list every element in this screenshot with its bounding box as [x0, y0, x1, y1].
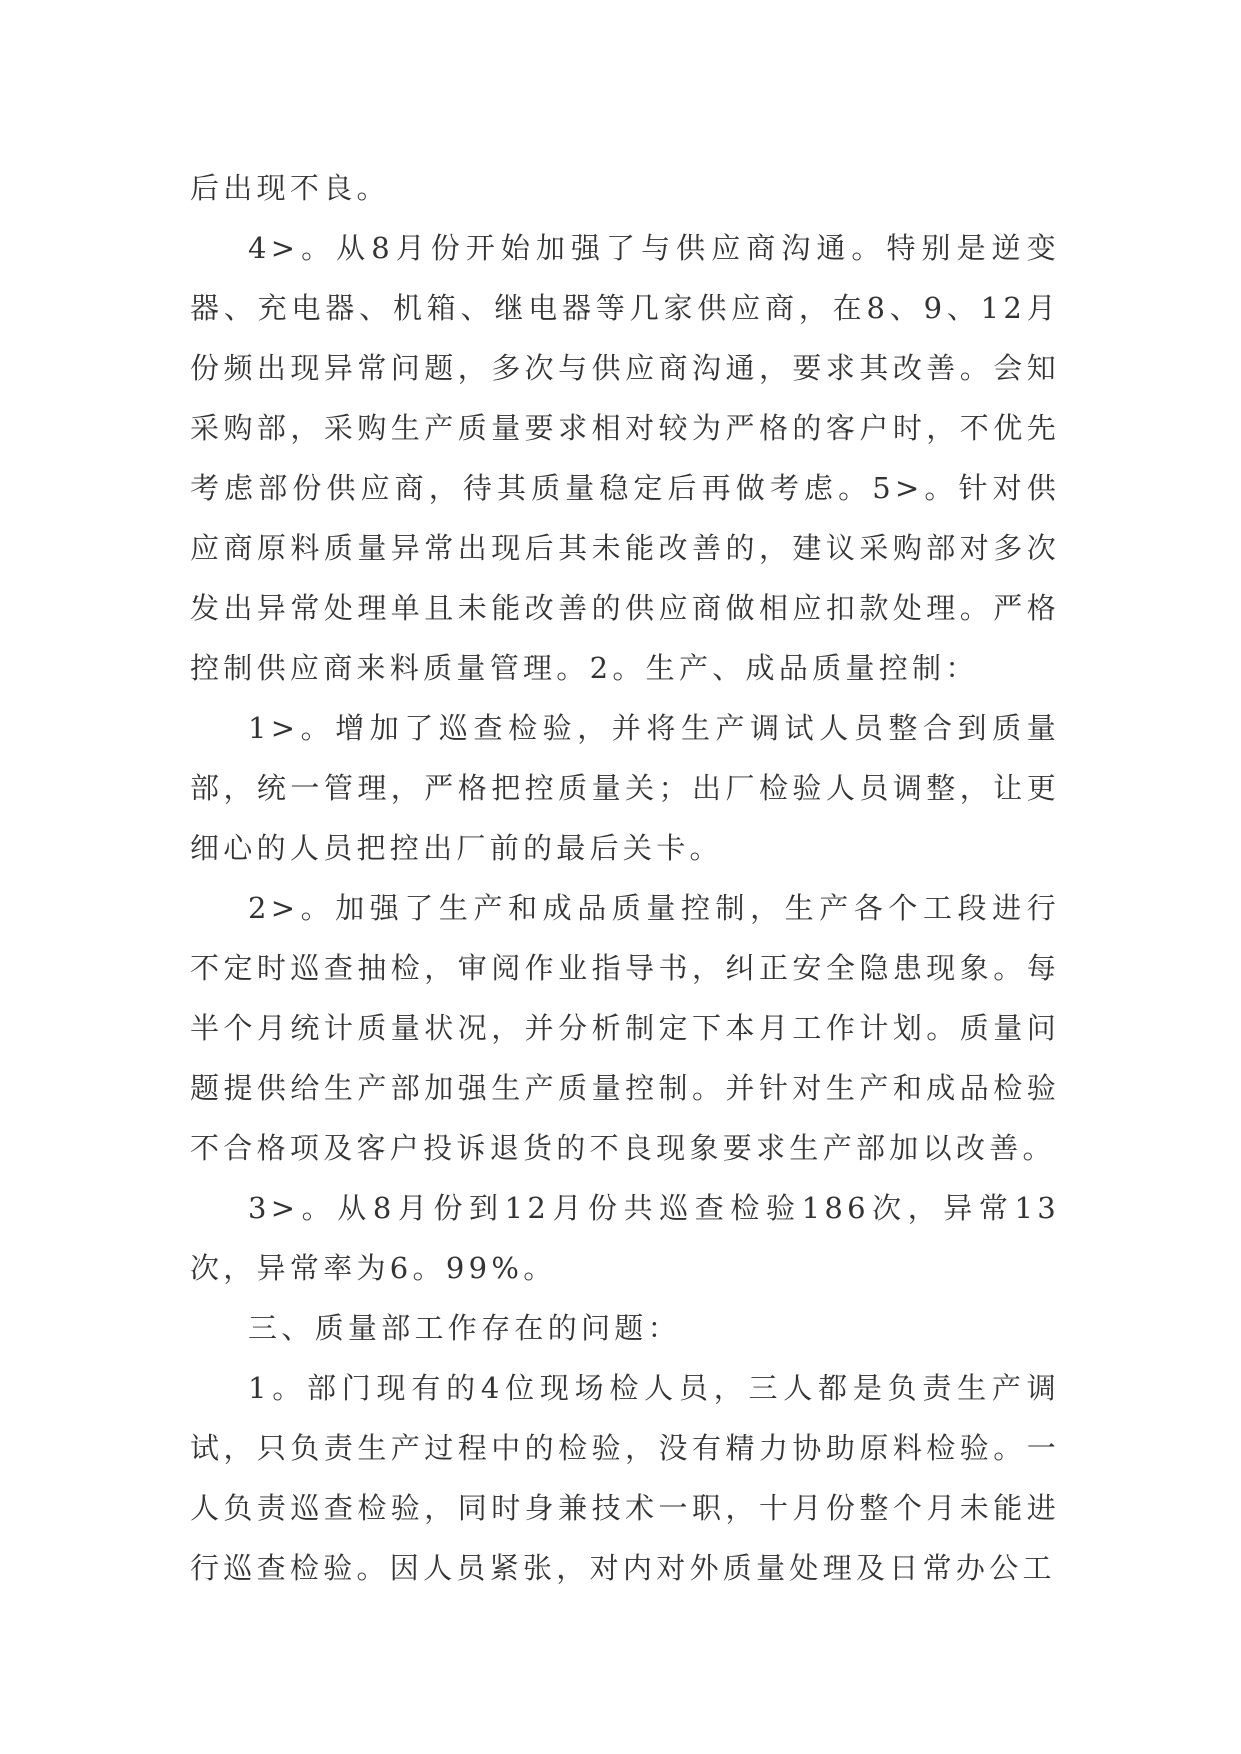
paragraph-1: 后出现不良。 — [190, 171, 390, 205]
body-text — [190, 158, 1060, 1598]
paragraph-6: 1。部门现有的4位现场检人员，三人都是负责生产调试，只负责生产过程中的检验，没有精力协助原料检验。一人负责巡查检验，同时身兼技术一职，十月份整个月未能进行巡查检验。因人员紧张，对内对外质量处理及日常办公工 — [190, 1371, 1060, 1585]
section-heading: 三、质量部工作存在的问题： — [248, 1311, 681, 1345]
paragraph-4: 2>。加强了生产和成品质量控制，生产各个工段进行不定时巡查抽检，审阅作业指导书，纠正安全隐患现象。每半个月统计质量状况，并分析制定下本月工作计划。质量问题提供给生产部加强生产质量控制。并针对生产和成品检验不合格项及客户投诉退货的不良现象要求生产部加以改善。 — [190, 891, 1060, 1165]
paragraph-2: 4>。从8月份开始加强了与供应商沟通。特别是逆变器、充电器、机箱、继电器等几家供应商，在8、9、12月份频出现异常问题，多次与供应商沟通，要求其改善。会知采购部，采购生产质量要求相对较为严格的客户时，不优先考虑部份供应商，待其质量稳定后再做考虑。5>。针对供应商原料质量异常出现后其未能改善的，建议采购部对多次发出异常处理单且未能改善的供应商做相应扣款处理。严格控制供应商来料质量管理。2。生产、成品质量控制： — [190, 231, 1060, 685]
paragraph-3: 1>。增加了巡查检验，并将生产调试人员整合到质量部，统一管理，严格把控质量关；出厂检验人员调整，让更细心的人员把控出厂前的最后关卡。 — [190, 711, 1060, 865]
paragraph-5: 3>。从8月份到12月份共巡查检验186次，异常13次，异常率为6。99%。 — [190, 1191, 1060, 1285]
